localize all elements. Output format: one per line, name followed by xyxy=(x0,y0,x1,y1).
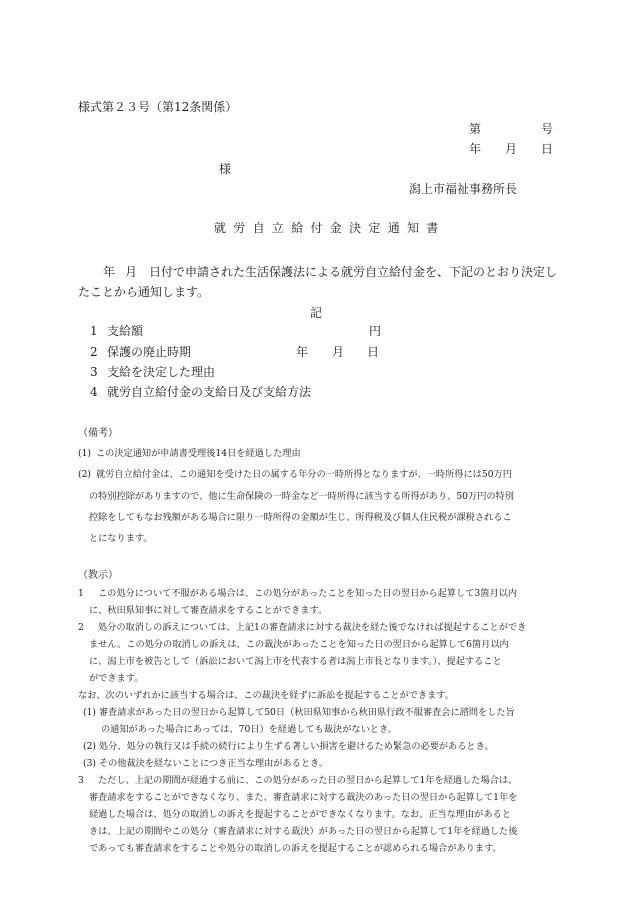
date-year: 年 xyxy=(469,142,482,156)
item-1-yen: 円 xyxy=(369,324,382,338)
item-3-number: 3 xyxy=(90,365,98,379)
instruction-2-line: ができます。 xyxy=(89,673,144,684)
instruction-sub-3: (3) その他裁決を経ないことにつき正当な理由があるとき。 xyxy=(83,758,329,769)
item-2-day: 日 xyxy=(367,345,380,359)
date-day: 日 xyxy=(541,142,554,156)
form-label: 様式第２３号（第12条関係） xyxy=(78,100,238,114)
sender-name: 潟上市福祉事務所長 xyxy=(409,182,518,196)
instruction-sub-1-line: の通知があった場合にあっては、70日）を経過しても裁決がないとき。 xyxy=(101,724,397,735)
intro-month: 月 xyxy=(125,265,138,279)
remark-1-number: (1) xyxy=(78,448,92,459)
item-2-month: 月 xyxy=(332,345,345,359)
remark-2-line: 控除をしてもなお残額がある場合に限り一時所得の金額が生じ、所得税及び個人住民税が課税されるこ xyxy=(89,512,512,523)
instruction-2-line: 処分の取消しの訴えについては、上記1の審査請求に対する裁決を経た後でなければ提起することができ xyxy=(98,622,527,633)
item-3-label: 支給を決定した理由 xyxy=(107,365,216,379)
instruction-3-line: 経過した場合は、処分の取消しの訴えを提起することができなくなります。なお、正当な理由があると xyxy=(89,809,511,820)
instruction-sub-1-line: (1) 審査請求があった日の翌日から起算して50日（秋田県知事から秋田県行政不服審査会に諮問をした旨 xyxy=(83,707,515,718)
instruction-3-line: ただし、上記の期間が経過する前に、この処分があった日の翌日から起算して1年を経過した場合は、 xyxy=(98,775,518,786)
remark-2-line: 就労自立給付金は、この通知を受けた日の属する年分の一時所得となりますが、一時所得には50万円 xyxy=(96,469,512,480)
item-1-label: 支給額 xyxy=(107,324,144,338)
instruction-sub-2: (2) 処分、処分の執行又は手続の続行により生ずる著しい損害を避けるため緊急の必要があるとき。 xyxy=(83,741,494,752)
item-2-number: 2 xyxy=(90,345,98,359)
remark-2-line: の特別控除がありますので、他に生命保険の一時金など一時所得に該当する所得があり、50万円の特別 xyxy=(89,491,514,502)
instruction-1-number: 1 xyxy=(78,588,84,599)
ki-label: 記 xyxy=(310,306,323,320)
instruction-3-line: 審査請求をすることができなくなり、また、審査請求に対する裁決のあった日の翌日から起算して1年を xyxy=(89,792,518,803)
item-1-number: 1 xyxy=(90,324,98,338)
instruction-2-number: 2 xyxy=(78,622,84,633)
remark-2-number: (2) xyxy=(78,469,92,480)
intro-line2: たことから通知します。 xyxy=(78,285,210,299)
item-2-label: 保護の廃止時期 xyxy=(107,345,192,359)
instruction-1-line: この処分について不服がある場合は、この処分があったことを知った日の翌日から起算して3箇月以内 xyxy=(98,588,518,599)
addressee-suffix: 様 xyxy=(219,162,232,176)
date-month: 月 xyxy=(505,142,518,156)
document-title: 就労自立給付金決定通知書 xyxy=(214,221,446,235)
remarks-heading: （備考） xyxy=(78,428,118,439)
number-dai: 第 xyxy=(469,122,482,136)
item-4-number: 4 xyxy=(90,385,98,399)
instruction-nao: なお、次のいずれかに該当する場合は、この裁決を経ずに訴訟を提起することができます。 xyxy=(78,690,454,701)
instruction-1-line: に、秋田県知事に対して審査請求をすることができます。 xyxy=(89,605,328,616)
remark-2-line: とになります。 xyxy=(89,533,153,544)
instruction-3-line: きは、上記の期間やこの処分（審査請求に対する裁決）があった日の翌日から起算して1年を経過した後 xyxy=(89,826,518,837)
instructions-heading: （教示） xyxy=(78,570,118,581)
number-go: 号 xyxy=(541,122,554,136)
instruction-2-line: ません。この処分の取消しの訴えは、この裁決があったことを知った日の翌日から起算して6箇月以内 xyxy=(89,639,509,650)
remark-1-text: この決定通知が申請書受理後14日を経過した理由 xyxy=(96,448,301,459)
intro-line1: 日付で申請された生活保護法による就労自立給付金を、下記のとおり決定し xyxy=(149,265,558,279)
intro-year: 年 xyxy=(103,265,116,279)
instruction-2-line: に、潟上市を被告として（訴訟において潟上市を代表する者は潟上市長となります。）、提起すること xyxy=(89,656,502,667)
instruction-3-line: であっても審査請求をすることや処分の取消しの訴えを提起することが認められる場合があります。 xyxy=(89,843,502,854)
instruction-3-number: 3 xyxy=(78,775,84,786)
item-2-year: 年 xyxy=(296,345,309,359)
item-4-label: 就労自立給付金の支給日及び支給方法 xyxy=(107,385,312,399)
